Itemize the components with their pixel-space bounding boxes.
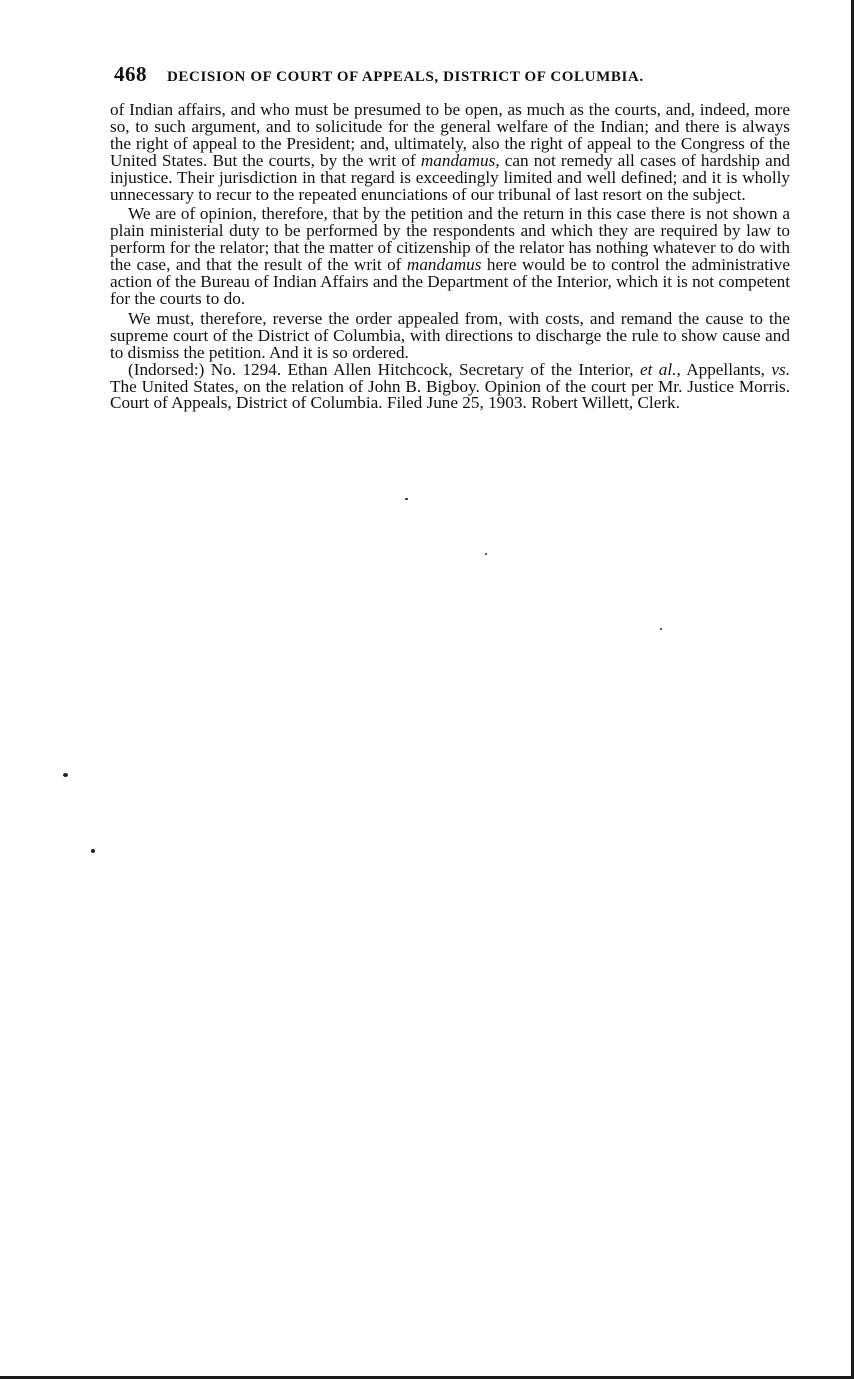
scan-speck xyxy=(485,553,487,555)
body-text xyxy=(110,102,790,412)
paragraph-4-text-c: Appellants, xyxy=(680,359,772,379)
scan-speck xyxy=(660,628,662,630)
paragraph-4-text-e: The United States, on the relation of John B. Bigboy. Opinion of the court per Mr. Justice Morris. Court of Appeals, District of Columbia. Filed June 25, 1903. Robert Willett, Clerk. xyxy=(110,376,790,413)
page-header xyxy=(114,62,794,87)
paragraph-4-italic-etal: et al., xyxy=(639,359,681,379)
paragraph-1-text-a: of Indian affairs, and who must be presumed to be open, as much as the courts, and, indeed, more so, to such argument, and to solicitude for the general welfare of the Indian; and there is always the right of appeal to the President; and, ultimately, also the right of appeal to the Congress of the United States. But the courts, by the writ of xyxy=(110,100,790,170)
paragraph-2 xyxy=(110,206,790,307)
paragraph-3: We must, therefore, reverse the order appealed from, with costs, and remand the cause to the supreme court of the District of Columbia, with directions to discharge the rule to show cause and to dismiss the petition. And it is so ordered. xyxy=(110,308,790,362)
scan-speck xyxy=(63,773,68,777)
scan-speck xyxy=(91,849,95,853)
paragraph-1-text-c: can not remedy all cases of hardship and injustice. Their jurisdiction in that regard is exceedingly limited and well defined; and it is wholly unnecessary to recur to the repeated enunciations of our tribunal of last resort on the subject. xyxy=(110,150,791,204)
paragraph-4-italic-vs: vs. xyxy=(771,359,790,379)
page-number: 468 xyxy=(114,62,147,86)
paragraph-2-italic: mandamus xyxy=(406,255,482,275)
paragraph-2-text-a: We are of opinion, therefore, that by the petition and the return in this case there is not shown a plain ministerial duty to be performed by the respondents and which they are required by law to perform for the relator; that the matter of citizenship of the relator has nothing whatever to do with the case, and that the result of the writ of xyxy=(110,204,790,275)
paragraph-4-text-a: (Indorsed:) No. 1294. Ethan Allen Hitchcock, Secretary of the Interior, xyxy=(128,359,640,379)
paragraph-1-italic: mandamus, xyxy=(420,150,500,170)
paragraph-4-endorsement xyxy=(110,359,790,413)
paragraph-1 xyxy=(110,102,790,203)
running-head: DECISION OF COURT OF APPEALS, DISTRICT OF COLUMBIA. xyxy=(167,69,644,85)
paragraph-2-text-c: here would be to control the administrative action of the Bureau of Indian Affairs and the Department of the Interior, which it is not competent for the courts to do. xyxy=(110,255,790,308)
scan-speck xyxy=(405,498,408,500)
